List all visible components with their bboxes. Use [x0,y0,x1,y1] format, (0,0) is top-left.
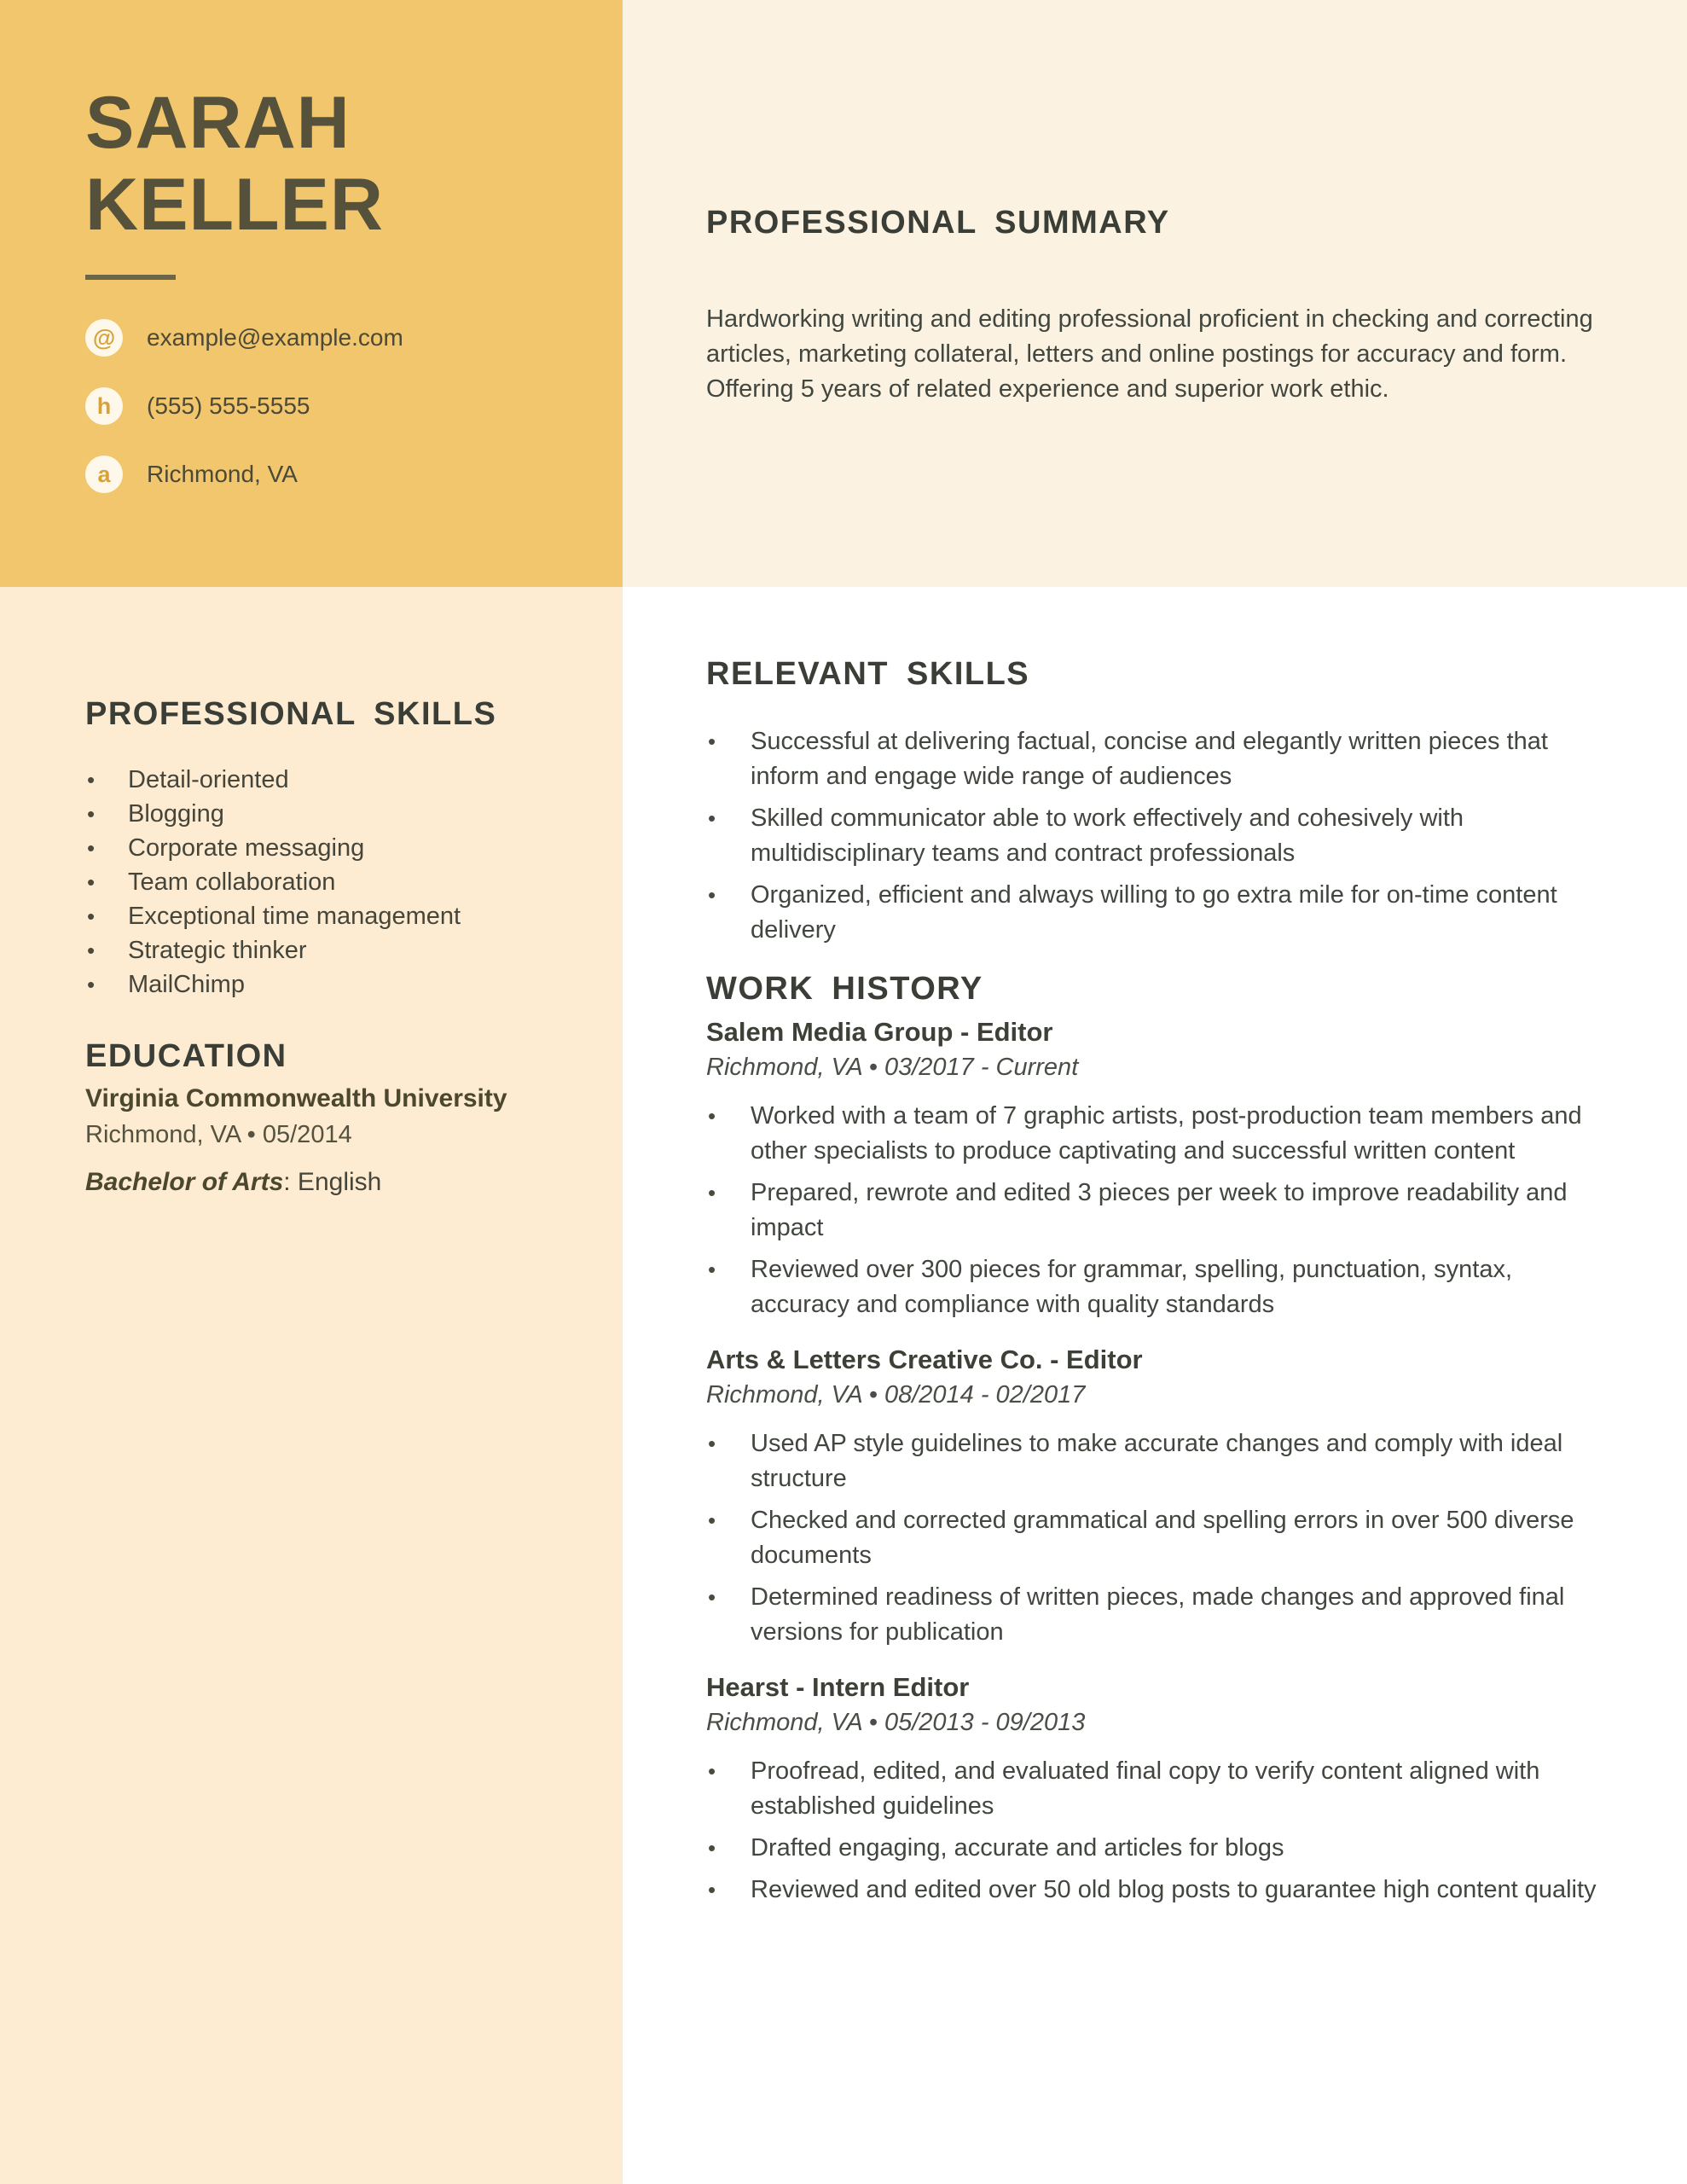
phone-number: (555) 555-5555 [147,392,310,419]
job-bullet: • Prepared, rewrote and edited 3 pieces per week to improve readability and impact [706,1176,1610,1246]
professional-summary-heading: PROFESSIONAL SUMMARY [706,205,1170,241]
contact-row-email [85,319,565,357]
job-title: Hearst - Intern Editor [706,1672,970,1702]
professional-skills-list [85,763,565,1002]
job-meta: Richmond, VA • 08/2014 - 02/2017 [706,1381,1086,1409]
job-title: Arts & Letters Creative Co. - Editor [706,1345,1143,1374]
contact-row-phone [85,387,565,425]
job-meta: Richmond, VA • 05/2013 - 09/2013 [706,1709,1086,1736]
relevant-skills-list [706,724,1610,948]
skill-item: • Team collaboration [85,865,565,899]
education-meta: Richmond, VA • 05/2014 [85,1121,352,1148]
phone-icon: h [85,387,123,425]
name-divider [85,275,176,280]
skill-item: • Detail-oriented [85,763,565,797]
relevant-skill-item: • Organized, efficient and always willing to go extra mile for on-time content delivery [706,878,1610,948]
job-bullet-list [706,1426,1610,1650]
skill-item: • Corporate messaging [85,831,565,865]
job-entry-salem [706,1015,1610,1322]
location-text: Richmond, VA [147,461,298,487]
job-bullet: • Checked and corrected grammatical and spelling errors in over 500 diverse documents [706,1503,1610,1573]
job-bullet-list [706,1754,1610,1908]
education-school: Virginia Commonwealth University [85,1084,507,1112]
job-bullet-list [706,1099,1610,1322]
job-bullet: • Drafted engaging, accurate and articles for blogs [706,1831,1610,1866]
education-degree: Bachelor of Arts [85,1168,284,1196]
email-icon: @ [85,319,123,357]
job-meta: Richmond, VA • 03/2017 - Current [706,1054,1079,1081]
education-heading: EDUCATION [85,1038,287,1074]
professional-summary-text: Hardworking writing and editing professional proficient in checking and correcting articles, marketing collateral, letters and online postings for accuracy and form. Offering 5 years of related experience and superior work ethic. [706,305,1593,403]
skill-item: • Blogging [85,797,565,831]
relevant-skills-heading: RELEVANT SKILLS [706,656,1030,692]
job-bullet: • Determined readiness of written pieces, made changes and approved final versions for publication [706,1580,1610,1650]
relevant-skill-item: • Skilled communicator able to work effectively and cohesively with multidisciplinary teams and contract professionals [706,801,1610,871]
candidate-name-line1: SARAH [85,82,351,164]
contact-row-location [85,456,565,493]
education-degree-detail: : English [283,1168,382,1196]
job-bullet: • Used AP style guidelines to make accurate changes and comply with ideal structure [706,1426,1610,1496]
candidate-name [85,82,565,246]
relevant-skill-item: • Successful at delivering factual, concise and elegantly written pieces that inform and engage wide range of audiences [706,724,1610,794]
professional-skills-heading: PROFESSIONAL SKILLS [85,696,497,732]
job-title: Salem Media Group - Editor [706,1017,1053,1047]
location-icon: a [85,456,123,493]
email-address: example@example.com [147,324,403,351]
job-bullet: • Proofread, edited, and evaluated final copy to verify content aligned with established guidelines [706,1754,1610,1824]
main-column [706,0,1610,1914]
skill-item: • MailChimp [85,967,565,1002]
education-degree-line [85,1166,565,1199]
work-history-heading: WORK HISTORY [706,971,983,1007]
job-bullet: • Worked with a team of 7 graphic artists, post-production team members and other specialists to produce captivating and successful written content [706,1099,1610,1169]
sidebar [85,0,565,1199]
job-entry-hearst [706,1670,1610,1908]
skill-item: • Strategic thinker [85,933,565,967]
candidate-name-line2: KELLER [85,164,384,246]
job-bullet: • Reviewed and edited over 50 old blog posts to guarantee high content quality [706,1873,1610,1908]
job-bullet: • Reviewed over 300 pieces for grammar, spelling, punctuation, syntax, accuracy and compliance with quality standards [706,1252,1610,1322]
skill-item: • Exceptional time management [85,899,565,933]
job-entry-arts-letters [706,1343,1610,1650]
contact-section [85,319,565,493]
